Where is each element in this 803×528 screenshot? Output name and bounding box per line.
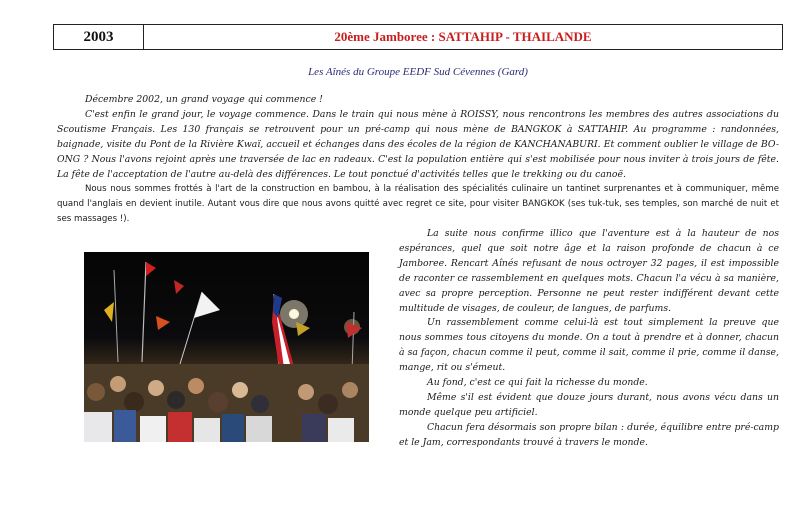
paragraph: La suite nous confirme illico que l'aventure est à la hauteur de nos espérances, quel que soit notre âge et la raison profonde de chacun à ce Jamboree. Rencart Aînés refusant de nous octroyer 32 pages, il est impossible de raconter ce rassemblement en quelques mots. Chacun l'a vécu à sa manière, avec sa propre perception. Personne ne peut rester indifférent devant cette multitude de visages, de couleur, de langues, de parfums. — [399, 228, 779, 314]
paragraph: Décembre 2002, un grand voyage qui commence ! — [85, 94, 323, 105]
group-subtitle: Les Aînés du Groupe EEDF Sud Cévennes (Gard) — [308, 66, 528, 78]
paragraph: Nous nous sommes frottés à l'art de la construction en bambou, à la réalisation des spécialités culinaire un tantinet surprenantes et à communiquer, même quand l'anglais en devient inutile. Autant vous dire que nous avons quitté avec regret ce site, pour visiter BANGKOK (ses tuk-tuk, ses temples, son marché de nuit et ses massages !). — [57, 184, 779, 225]
paragraph: Un rassemblement comme celui-là est tout simplement la preuve que nous sommes tous citoyens du monde. On a tout à prendre et à donner, chacun à sa façon, chacun comme il peut, comme il sait, comme il prie, comme il danse, mange, rit ou s'émeut. — [399, 317, 779, 374]
header-box — [53, 24, 783, 50]
jamboree-crowd-photo — [84, 252, 369, 442]
paragraph: Chacun fera désormais son propre bilan : durée, équilibre entre pré-camp et le Jam, correspondants trouvé à travers le monde. — [399, 421, 779, 448]
main-text — [399, 227, 779, 451]
intro-text — [57, 93, 779, 227]
photo-illustration — [84, 252, 369, 442]
paragraph: C'est enfin le grand jour, le voyage commence. Dans le train qui nous mène à ROISSY, nous rencontrons les membres des autres associations du Scoutisme Français. Les 130 français se retrouvent pour un pré-camp qui nous mène de BANGKOK à SATTAHIP. Au programme : randonnées, baignade, visite du Pont de la Rivière Kwaï, accueil et échanges dans des écoles de la région de KANCHANABURI. Et comment oublier le village de BO-ONG ? Nous l'avons rejoint après une traversée de lac en radeaux. C'est la population entière qui s'est mobilisée pour nous inviter à trois jours de fête. La fête de l'acceptation de l'autre au-delà des différences. Le tout ponctué d'activités telles que le trekking ou du canoë. — [57, 108, 779, 180]
year-label: 2003 — [54, 25, 144, 49]
paragraph: Même s'il est évident que douze jours durant, nous avons vécu dans un monde quelque peu artificiel. — [399, 391, 779, 418]
paragraph: Au fond, c'est ce qui fait la richesse du monde. — [427, 377, 648, 389]
page-title: 20ème Jamboree : SATTAHIP - THAILANDE — [334, 29, 592, 44]
